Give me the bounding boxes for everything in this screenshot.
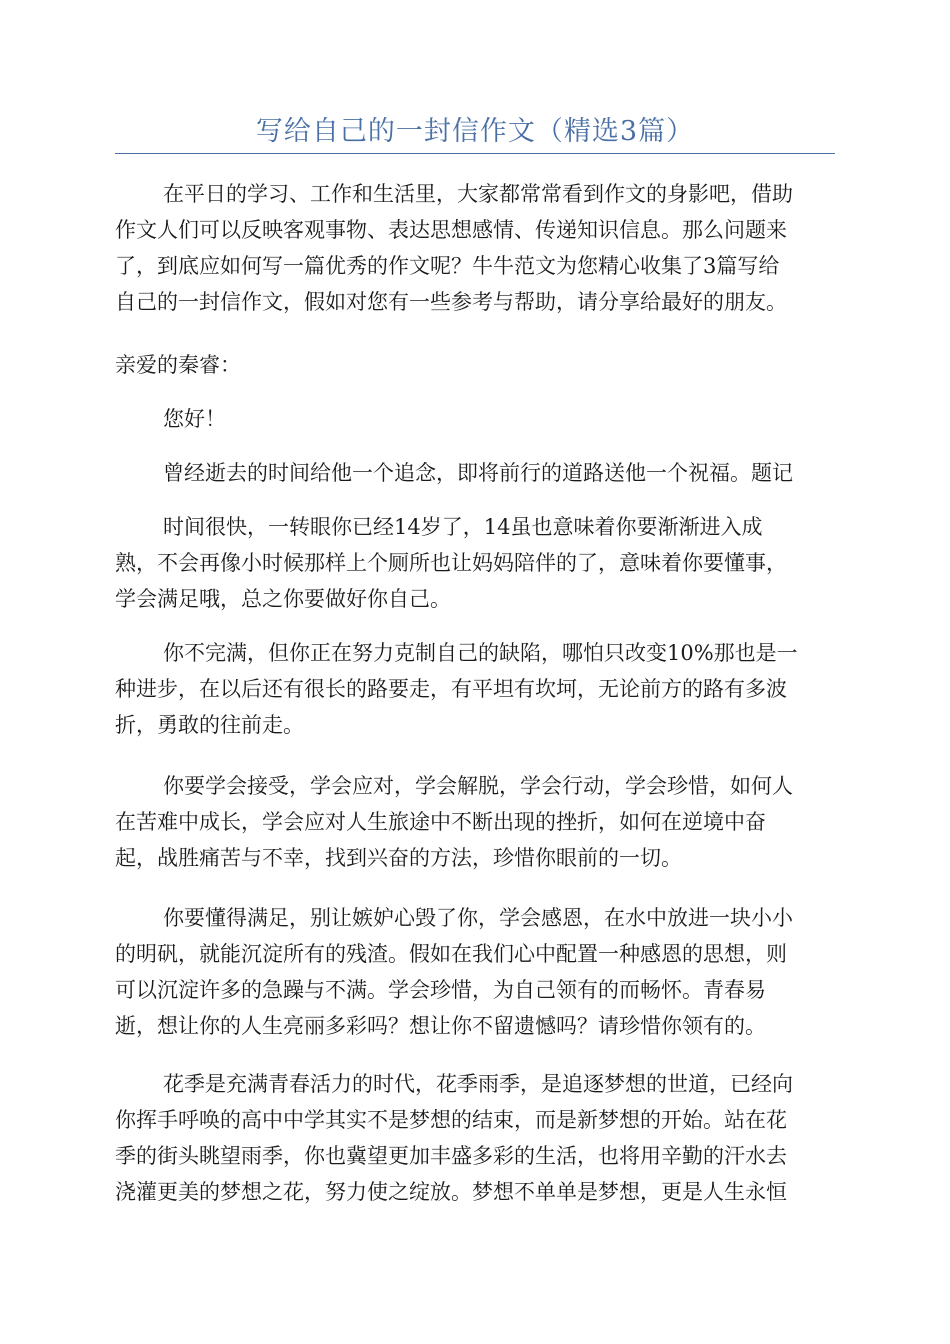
paragraph-line: 您好！ bbox=[163, 407, 226, 431]
paragraph-line: 你不完满，但你正在努力克制自己的缺陷，哪怕只改变10%那也是一 bbox=[163, 641, 798, 665]
document-title: 写给自己的一封信作文（精选3篇） bbox=[255, 116, 695, 147]
paragraph-line: 季的街头眺望雨季，你也冀望更加丰盛多彩的生活，也将用辛勤的汗水去 bbox=[115, 1144, 787, 1168]
letter-greeting bbox=[115, 401, 835, 437]
paragraph-line: 你挥手呼唤的高中中学其实不是梦想的结束，而是新梦想的开始。站在花 bbox=[115, 1108, 787, 1132]
paragraph-line: 你要学会接受，学会应对，学会解脱，学会行动，学会珍惜，如何人 bbox=[163, 774, 793, 798]
paragraph-line: 的明矾，就能沉淀所有的残渣。假如在我们心中配置一种感恩的思想，则 bbox=[115, 942, 787, 966]
paragraph-line: 自己的一封信作文，假如对您有一些参考与帮助，请分享给最好的朋友。 bbox=[115, 290, 787, 314]
epigraph-paragraph bbox=[115, 455, 835, 491]
paragraph-line: 浇灌更美的梦想之花，努力使之绽放。梦想不单单是梦想，更是人生永恒 bbox=[115, 1180, 787, 1204]
paragraph-line: 作文人们可以反映客观事物、表达思想感情、传递知识信息。那么问题来 bbox=[115, 218, 787, 242]
paragraph-line: 种进步，在以后还有很长的路要走，有平坦有坎坷，无论前方的路有多波 bbox=[115, 677, 787, 701]
paragraph-line: 起，战胜痛苦与不幸，找到兴奋的方法，珍惜你眼前的一切。 bbox=[115, 846, 682, 870]
paragraph-line: 在苦难中成长，学会应对人生旅途中不断出现的挫折，如何在逆境中奋 bbox=[115, 810, 766, 834]
paragraph-line: 你要懂得满足，别让嫉妒心毁了你，学会感恩，在水中放进一块小小 bbox=[163, 906, 793, 930]
body-paragraph bbox=[115, 509, 835, 617]
body-paragraph bbox=[115, 900, 835, 1044]
paragraph-line: 学会满足哦，总之你要做好你自己。 bbox=[115, 587, 451, 611]
paragraph-line: 在平日的学习、工作和生活里，大家都常常看到作文的身影吧，借助 bbox=[163, 182, 793, 206]
paragraph-line: 逝，想让你的人生亮丽多彩吗？想让你不留遗憾吗？请珍惜你领有的。 bbox=[115, 1014, 766, 1038]
paragraph-line: 花季是充满青春活力的时代，花季雨季，是追逐梦想的世道，已经向 bbox=[163, 1072, 793, 1096]
paragraph-line: 时间很快，一转眼你已经14岁了，14虽也意味着你要渐渐进入成 bbox=[163, 515, 763, 539]
paragraph-line: 曾经逝去的时间给他一个追念，即将前行的道路送他一个祝福。题记 bbox=[163, 461, 793, 485]
intro-paragraph bbox=[115, 176, 835, 320]
body-paragraph bbox=[115, 1066, 835, 1210]
paragraph-line: 亲爱的秦睿： bbox=[115, 353, 241, 377]
body-paragraph bbox=[115, 635, 835, 743]
letter-salutation bbox=[115, 347, 835, 383]
title-underline bbox=[115, 153, 835, 154]
paragraph-line: 了，到底应如何写一篇优秀的作文呢？牛牛范文为您精心收集了3篇写给 bbox=[115, 254, 780, 278]
paragraph-line: 折，勇敢的往前走。 bbox=[115, 713, 304, 737]
paragraph-line: 可以沉淀许多的急躁与不满。学会珍惜，为自己领有的而畅怀。青春易 bbox=[115, 978, 766, 1002]
paragraph-line: 熟，不会再像小时候那样上个厕所也让妈妈陪伴的了，意味着你要懂事， bbox=[115, 551, 787, 575]
body-paragraph bbox=[115, 768, 835, 876]
